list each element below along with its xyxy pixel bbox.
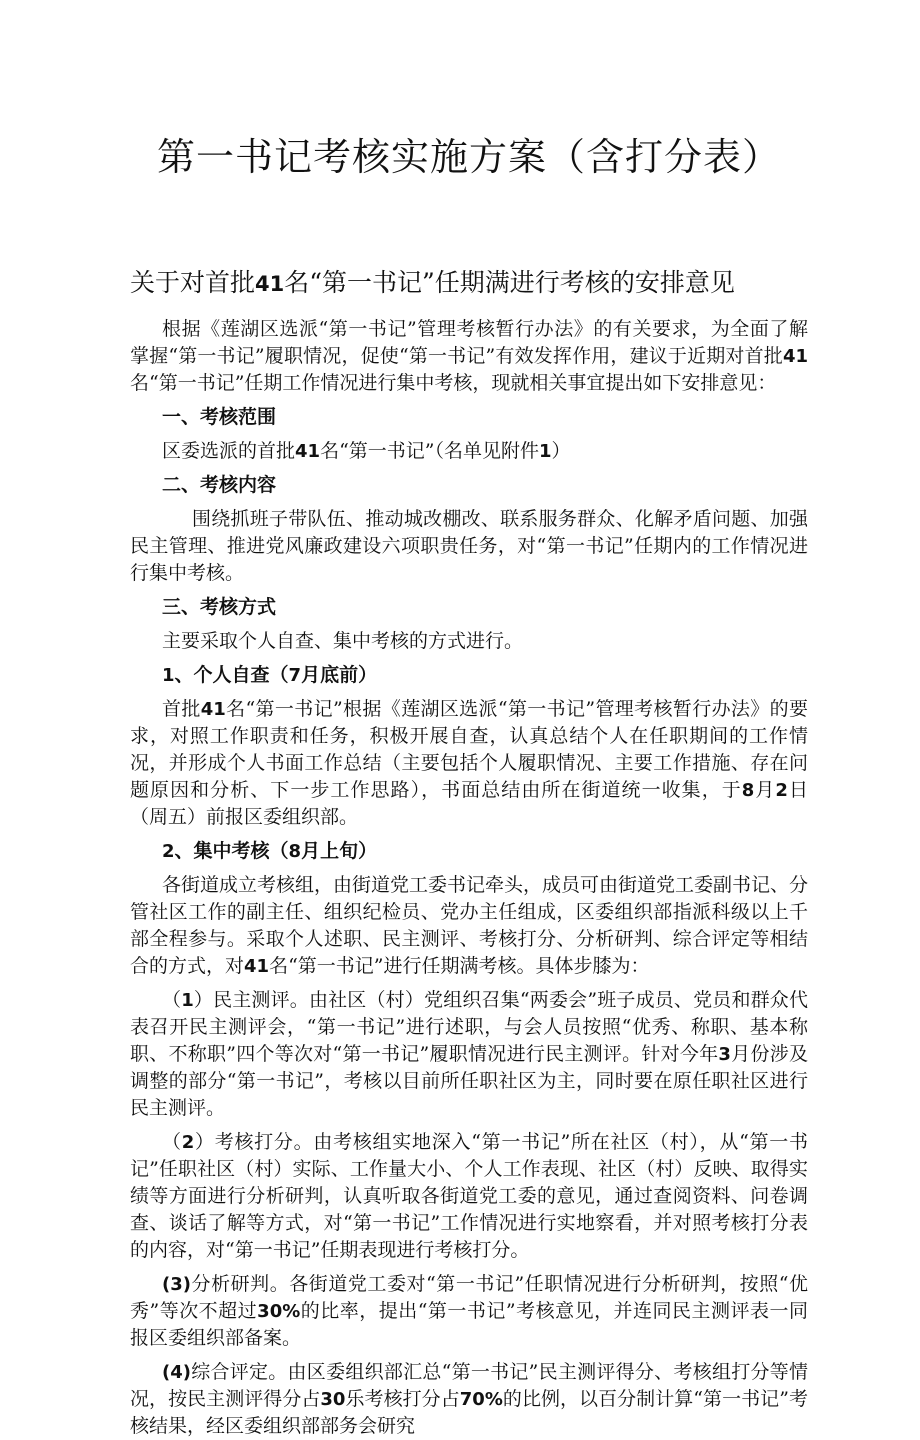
text-run: 根据《莲湖区选派“第一书记”管理考核暂行办法》的有关要求，为全面了解掌握“第一书记”履职情况，促使“第一书记”有效发挥作用，建议于近期对首批 <box>130 317 808 367</box>
paragraph-step-4 <box>130 1359 808 1440</box>
paragraph-step-3 <box>130 1271 808 1352</box>
heading-content <box>130 472 808 499</box>
bold-number-run: (4) <box>162 1361 191 1383</box>
bold-number-run: 2 <box>181 1131 195 1153</box>
text-run: 第一书记考核实施方案（含打分表） <box>156 135 781 179</box>
bold-number-run: 7 <box>288 664 302 686</box>
bold-number-run: 8 <box>288 840 302 862</box>
text-run: 月份涉及调整的部分“第一书记”，考核以目前所任职社区为主，同时要在原任职社区进行民主测评。 <box>130 1042 808 1119</box>
text-run: 围绕抓班子带队伍、推动城改棚改、联系服务群众、化解矛盾问题、加强民主管理、推进党风廉政建设六项职贵任务，对“第一书记”任期内的工作情况进行集中考核。 <box>130 507 808 584</box>
bold-number-run: 8 <box>741 779 755 801</box>
text-run: （ <box>162 1130 182 1153</box>
text-run: 的比率，提出“第一书记”考核意见，并连同民主测评表一同报区委组织部备案。 <box>130 1299 808 1349</box>
paragraph-step-2 <box>130 1129 808 1264</box>
paragraph-intro <box>130 316 808 397</box>
bold-number-run: 2 <box>162 840 175 862</box>
bold-number-run: 30 <box>320 1388 346 1410</box>
paragraph-central-assess <box>130 872 808 980</box>
bold-number-run: 41 <box>244 955 270 977</box>
text-run: 日（周五）前报区委组织部。 <box>130 778 808 828</box>
text-run: ）考核打分。由考核组实地深入“第一书记”所在社区（村），从“第一书记”任职社区（村）实际、工作量大小、个人工作表现、社区（村）反映、取得实绩等方面进行分析研判，认真听取各街道党工委的意见，通过查阅资料、问卷调查、谈话了解等方式，对“第一书记”工作情况进行实地察看，并对照考核打分表的内容，对“第一书记”任期表现进行考核打分。 <box>130 1130 808 1261</box>
bold-number-run: 1 <box>539 440 552 462</box>
text-run: 名“第一书记”任期工作情况进行集中考核，现就相关事宜提出如下安排意见： <box>130 371 777 394</box>
heading-scope <box>130 404 808 431</box>
text-run: 首批 <box>162 697 201 720</box>
bold-number-run: 70% <box>459 1388 503 1410</box>
text-run: ）民主测评。由社区（村）党组织召集“两委会”班子成员、党员和群众代表召开民主测评会，“第一书记”进行述职，与会人员按照“优秀、称职、基本称职、不称职”四个等次对“第一书记”履职情况进行民主测评。针对今年 <box>130 988 808 1065</box>
bold-number-run: 3 <box>718 1043 731 1065</box>
text-run: 月上旬） <box>301 839 378 862</box>
paragraph-method <box>130 628 808 655</box>
heading-central-assess <box>130 838 808 865</box>
text-run: （ <box>162 988 182 1011</box>
document-title <box>130 132 808 183</box>
bold-number-run: 41 <box>295 440 321 462</box>
document-body <box>130 316 808 1440</box>
paragraph-scope <box>130 438 808 465</box>
text-run: 名“第一书记”（名单见附件 <box>320 439 540 462</box>
text-run: 乐考核打分占 <box>345 1387 460 1410</box>
text-run: 关于对首批 <box>130 268 256 298</box>
text-run: 月 <box>754 778 776 801</box>
text-run: 月底前） <box>301 663 378 686</box>
text-run: 综合评定。由区委组织部汇总“第一书记”民主测评得分、考核组打分等情况，按民主测评得分占 <box>130 1360 808 1410</box>
paragraph-content <box>130 506 808 587</box>
text-run: 各街道成立考核组，由街道党工委书记牵头，成员可由街道党工委副书记、分管社区工作的副主任、组织纪检员、党办主任组成，区委组织部指派科级以上千部全程参与。采取个人述职、民主测评、考核打分、分析研判、综合评定等相结合的方式，对 <box>130 873 809 977</box>
paragraph-step-1 <box>130 987 808 1122</box>
heading-method <box>130 594 808 621</box>
text-run: 的比例，以百分制计算“第一书记”考核结果，经区委组织部部务会研究 <box>130 1387 808 1437</box>
paragraph-self-check <box>130 696 808 831</box>
bold-number-run: (3) <box>162 1273 191 1295</box>
bold-number-run: 1 <box>181 989 194 1011</box>
text-run: 一、考核范围 <box>162 405 277 428</box>
text-run: ） <box>551 439 571 462</box>
bold-number-run: 1 <box>162 664 175 686</box>
text-run: 区委选派的首批 <box>162 439 296 462</box>
text-run: 、集中考核（ <box>174 839 289 862</box>
bold-number-run: 41 <box>255 272 285 297</box>
text-run: 名“第一书记”进行任期满考核。具体步膝为： <box>269 954 650 977</box>
text-run: 名“第一书记”根据《莲湖区选派“第一书记”管理考核暂行办法》的要求，对照工作职责和任务，积极开展自查，认真总结个人在任职期间的工作情况，并形成个人书面工作总结（主要包括个人履职情况、主要工作措施、存在问题原因和分析、下一步工作思路），书面总结由所在街道统一收集，于 <box>130 697 808 801</box>
text-run: 名“第一书记”任期满进行考核的安排意见 <box>284 268 735 298</box>
document-subtitle <box>130 267 808 300</box>
text-run: 三、考核方式 <box>162 595 277 618</box>
text-run: 、个人自查（ <box>174 663 289 686</box>
heading-self-check <box>130 662 808 689</box>
bold-number-run: 2 <box>775 779 788 801</box>
bold-number-run: 30% <box>257 1300 301 1322</box>
text-run: 主要采取个人自查、集中考核的方式进行。 <box>162 629 524 652</box>
text-run: 二、考核内容 <box>162 473 277 496</box>
bold-number-run: 41 <box>782 345 808 367</box>
text-run: 分析研判。各街道党工委对“第一书记”任职情况进行分析研判，按照“优秀”等次不超过 <box>130 1272 808 1322</box>
bold-number-run: 41 <box>200 698 226 720</box>
